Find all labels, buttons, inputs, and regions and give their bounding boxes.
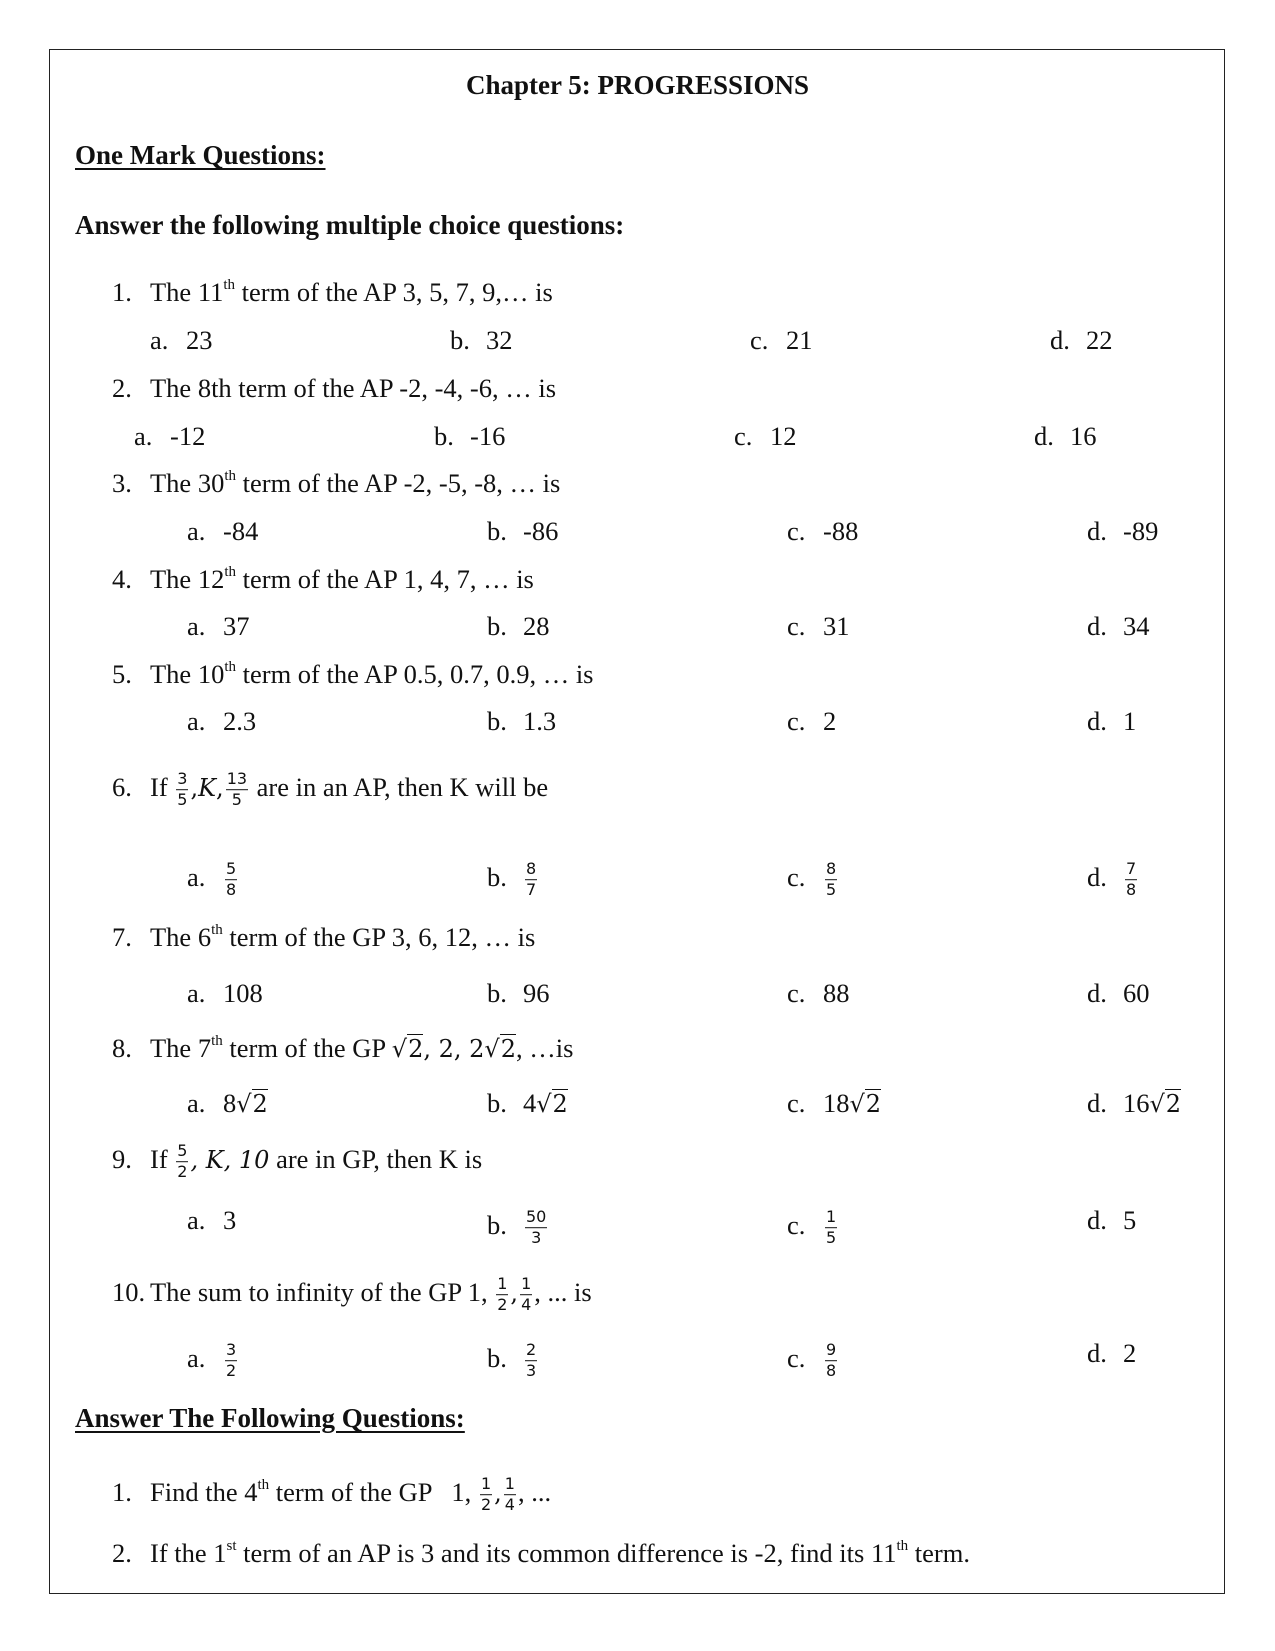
q8-option-d: d. 16√2 (1087, 1088, 1182, 1118)
q1-option-a: a. 23 (150, 325, 213, 355)
q5-option-c: c. 2 (787, 706, 837, 736)
q10-option-d: d. 2 (1087, 1338, 1137, 1368)
q4-option-d: d. 34 (1087, 611, 1150, 641)
q5-option-d: d. 1 (1087, 706, 1137, 736)
page-title: Chapter 5: PROGRESSIONS (465, 70, 810, 100)
q9-option-d: d. 5 (1087, 1205, 1137, 1235)
section-heading-one-mark: One Mark Questions: (75, 140, 326, 170)
q10-option-c: c. $\frac{9}{8}$ (787, 1340, 837, 1380)
q7-option-b: b. 96 (487, 978, 550, 1008)
q3-option-c: c. -88 (787, 516, 859, 546)
q2-option-c: c. 12 (734, 421, 797, 451)
question-8: 8. The 7th term of the GP √2, 2, 2√2, …is (112, 1033, 574, 1063)
q2-option-b: b. -16 (434, 421, 506, 451)
q6-option-a: a. $\frac{5}{8}$ (187, 859, 237, 899)
question-5: 5. The 10th term of the AP 0.5, 0.7, 0.9, … is (112, 659, 594, 689)
q5-option-a: a. 2.3 (187, 706, 257, 736)
q10-option-b: b. $\frac{2}{3}$ (487, 1340, 537, 1380)
q8-option-b: b. 4√2 (487, 1088, 568, 1118)
q3-option-d: d. -89 (1087, 516, 1159, 546)
q4-option-a: a. 37 (187, 611, 250, 641)
q1-option-b: b. 32 (450, 325, 513, 355)
q6-option-d: d. $\frac{7}{8}$ (1087, 859, 1137, 899)
sqrt: √2 (484, 1035, 516, 1063)
q9-option-b: b. $\frac{50}{3}$ (487, 1207, 547, 1247)
q9-option-c: c. $\frac{1}{5}$ (787, 1207, 837, 1247)
q10-option-a: a. $\frac{3}{2}$ (187, 1340, 237, 1380)
answer-question-1: 1. Find the 4th term of the GP 1, $\frac{1}{2}$ , $\frac{1}{4}$ , ... (112, 1474, 552, 1514)
q2-option-a: a. -12 (134, 421, 206, 451)
answer-question-2: 2. If the 1st term of an AP is 3 and its common difference is -2, find its 11th term. (112, 1538, 970, 1568)
q8-option-a: a. 8√2 (187, 1088, 268, 1118)
q6-option-c: c. $\frac{8}{5}$ (787, 859, 837, 899)
fraction: $\frac{13}{5}$ (226, 769, 248, 809)
q2-option-d: d. 16 (1034, 421, 1097, 451)
q8-option-c: c. 18√2 (787, 1088, 882, 1118)
question-7: 7. The 6th term of the GP 3, 6, 12, … is (112, 922, 536, 952)
section-heading-answer: Answer The Following Questions: (75, 1403, 465, 1433)
instruction-heading: Answer the following multiple choice questions: (75, 210, 625, 240)
q7-option-d: d. 60 (1087, 978, 1150, 1008)
q5-option-b: b. 1.3 (487, 706, 557, 736)
q6-option-b: b. $\frac{8}{7}$ (487, 859, 537, 899)
q1-option-c: c. 21 (750, 325, 813, 355)
question-4: 4. The 12th term of the AP 1, 4, 7, … is (112, 564, 534, 594)
question-1: 1. The 11th term of the AP 3, 5, 7, 9,… is (112, 277, 553, 307)
q4-option-b: b. 28 (487, 611, 550, 641)
question-2: 2. The 8th term of the AP -2, -4, -6, … is (112, 373, 557, 403)
q7-option-c: c. 88 (787, 978, 850, 1008)
sqrt: √2 (391, 1035, 424, 1063)
fraction: $\frac{3}{5}$ (177, 769, 188, 809)
question-9: 9. If $\frac{5}{2}$ , K, 10 are in GP, then K is (112, 1141, 483, 1181)
q7-option-a: a. 108 (187, 978, 263, 1008)
q9-option-a: a. 3 (187, 1205, 237, 1235)
question-6: 6. If $\frac{3}{5}$ ,K, $\frac{13}{5}$ are in an AP, then K will be (112, 769, 549, 809)
question-10: 10. The sum to infinity of the GP 1, $\frac{1}{2}$ , $\frac{1}{4}$ , ... is (112, 1274, 592, 1314)
q1-option-d: d. 22 (1050, 325, 1113, 355)
q4-option-c: c. 31 (787, 611, 850, 641)
q3-option-a: a. -84 (187, 516, 259, 546)
q3-option-b: b. -86 (487, 516, 559, 546)
question-3: 3. The 30th term of the AP -2, -5, -8, … is (112, 468, 561, 498)
